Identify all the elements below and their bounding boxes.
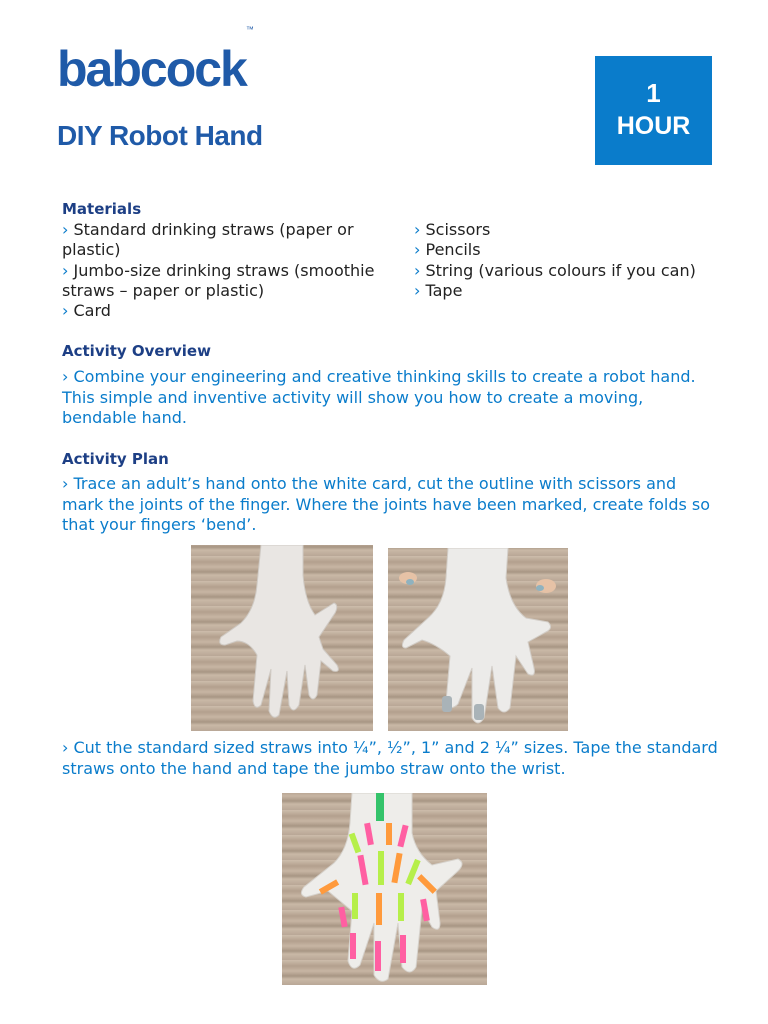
duration-unit: HOUR: [616, 112, 691, 140]
finger-tip-right: [474, 704, 484, 720]
plan-step-1: › Trace an adult’s hand onto the white card, cut the outline with scissors and mark the joints of the finger. Where the joints have been marked, create folds so that your fingers ‘bend’.: [62, 474, 711, 534]
straw: [378, 851, 384, 885]
straw: [350, 933, 356, 959]
materials-item: › Pencils: [414, 240, 481, 260]
plan-heading: Activity Plan: [62, 450, 169, 468]
materials-list-right: [414, 220, 734, 301]
straw: [375, 941, 381, 971]
duration-badge: [595, 56, 712, 165]
materials-list-left: [62, 220, 382, 321]
trademark-symbol: ™: [245, 25, 254, 35]
hand-straws-illustration: [282, 793, 487, 985]
straw: [338, 907, 347, 928]
finger-tip-left: [442, 696, 452, 712]
straw: [398, 893, 404, 921]
babcock-logo: babcock™: [57, 25, 254, 97]
materials-item: › Jumbo-size drinking straws (smoothie straws – paper or plastic): [62, 260, 375, 300]
overview-heading: Activity Overview: [62, 342, 211, 360]
duration-value: 1: [646, 78, 661, 108]
jumbo-straw: [376, 793, 384, 821]
hand-cutout-illustration: [191, 545, 373, 731]
nail-left: [406, 579, 414, 585]
straw: [376, 893, 382, 925]
materials-item: › Card: [62, 301, 111, 321]
materials-item: › String (various colours if you can): [414, 260, 696, 280]
nail-right: [536, 585, 544, 591]
materials-item: › Standard drinking straws (paper or plastic): [62, 220, 354, 260]
materials-item: › Scissors: [414, 220, 491, 239]
page-title: DIY Robot Hand: [57, 120, 263, 151]
hand-folded-illustration: [388, 548, 568, 731]
photo-traced-hand: [191, 545, 373, 731]
straw: [386, 823, 392, 845]
straw: [400, 935, 406, 963]
straw: [352, 893, 358, 919]
overview-text: › Combine your engineering and creative thinking skills to create a robot hand. This simple and inventive activity will show you how to create a moving, bendable hand.: [62, 367, 696, 427]
materials-item: › Tape: [414, 280, 463, 300]
photo-hand-with-straws: [282, 793, 487, 985]
plan-step-2: › Cut the standard sized straws into ¼”, ½”, 1” and 2 ¼” sizes. Tape the standard straws onto the hand and tape the jumbo straw onto the wrist.: [62, 738, 718, 778]
materials-heading: Materials: [62, 200, 142, 218]
photo-folded-hand: [388, 548, 568, 731]
